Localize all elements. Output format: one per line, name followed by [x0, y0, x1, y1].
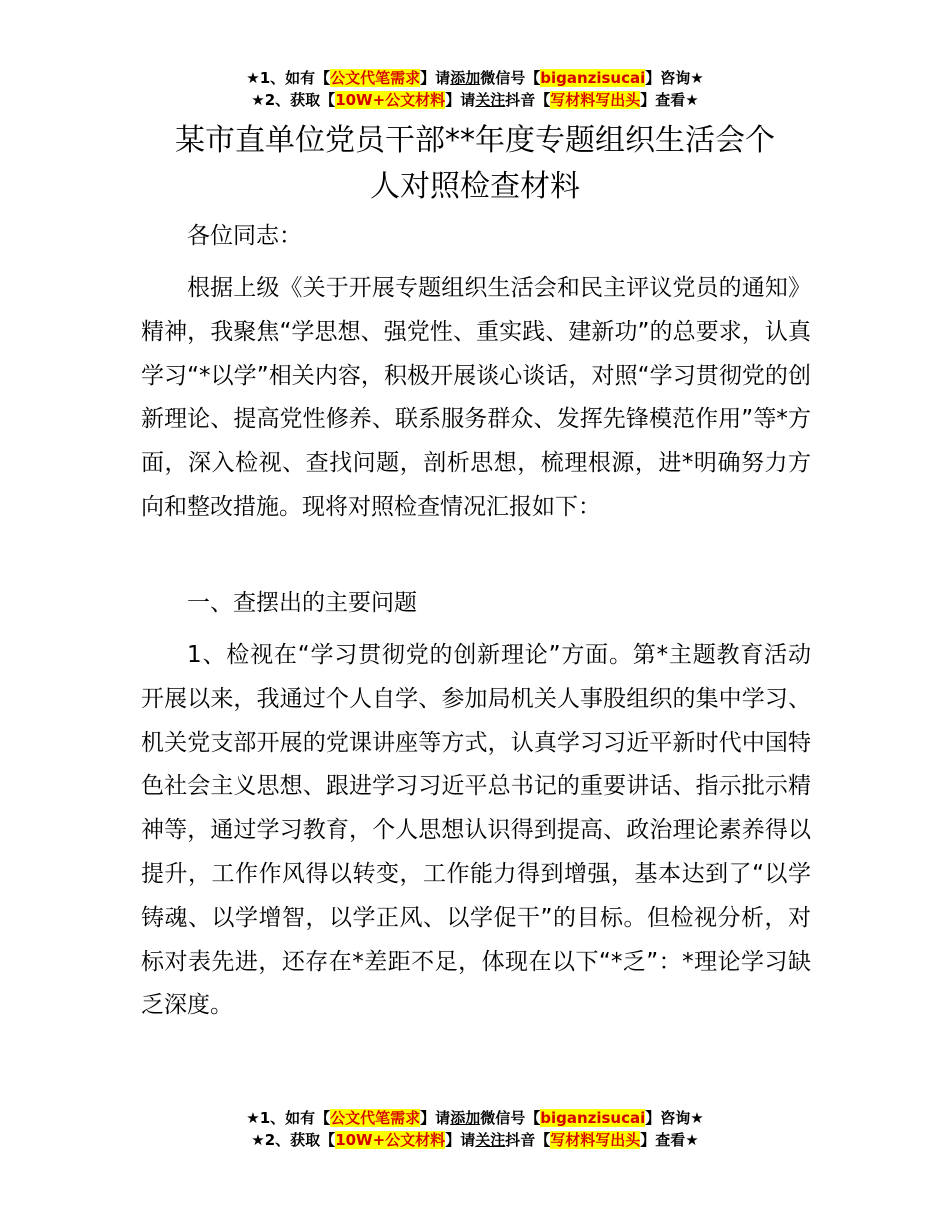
promo-line-1 — [0, 67, 950, 89]
promo-text: 微信号【 — [480, 1109, 541, 1127]
footer-promo-banner — [0, 1107, 950, 1151]
promo-highlight: 写材料写出头 — [550, 1131, 641, 1149]
promo-text: 】查看★ — [640, 1131, 699, 1149]
promo-emphasis: 关注 — [475, 91, 506, 109]
section-heading: 一、查摆出的主要问题 — [187, 590, 417, 616]
greeting-paragraph: 各位同志： — [187, 223, 302, 249]
promo-line-2 — [0, 89, 950, 111]
item-1-paragraph: 1、检视在“学习贯彻党的创新理论”方面。第*主题教育活动开展以来，我通过个人自学、参加局机关人事股组织的集中学习、机关党支部开展的党课讲座等方式，认真学习习近平新时代中国特色社会主义思想、跟进学习习近平总书记的重要讲话、指示批示精神等，通过学习教育，个人思想认识得到提高、政治理论素养得以提升，工作作风得以转变，工作能力得到增强，基本达到了“以学铸魂、以学增智，以学正风、以学促干”的目标。但检视分析，对标对表先进，还存在*差距不足，体现在以下“*乏”：*理论学习缺乏深度。 — [141, 642, 811, 1019]
promo-highlight: biganzisucai — [540, 69, 646, 87]
promo-text: 】请 — [445, 1131, 476, 1149]
promo-text: ★1、如有【 — [246, 1109, 331, 1127]
promo-text: 】请 — [445, 91, 476, 109]
intro-paragraph: 根据上级《关于开展专题组织生活会和民主评议党员的通知》精神，我聚焦“学思想、强党性、重实践、建新功”的总要求，认真学习“*以学”相关内容，积极开展谈心谈话，对照“学习贯彻党的创新理论、提高党性修养、联系服务群众、发挥先锋模范作用”等*方面，深入检视、查找问题，剖析思想，梳理根源，进*明确努力方向和整改措施。现将对照检查情况汇报如下： — [141, 275, 811, 520]
intro-block — [141, 267, 811, 530]
promo-line-2 — [0, 1129, 950, 1151]
title-line-2: 人对照检查材料 — [370, 169, 580, 204]
promo-highlight: 公文代笔需求 — [330, 1109, 421, 1127]
promo-text: 抖音【 — [505, 91, 551, 109]
title-line-1: 某市直单位党员干部**年度专题组织生活会个 — [175, 123, 775, 158]
greeting-block — [141, 215, 811, 259]
item-1-block — [141, 634, 811, 1028]
promo-text: 】咨询★ — [645, 1109, 704, 1127]
promo-emphasis: 关注 — [475, 1131, 506, 1149]
promo-highlight: 10W+公文材料 — [335, 91, 446, 109]
promo-highlight: biganzisucai — [540, 1109, 646, 1127]
promo-line-1 — [0, 1107, 950, 1129]
promo-text: 】咨询★ — [645, 69, 704, 87]
promo-text: 】查看★ — [640, 91, 699, 109]
promo-text: 】请 — [420, 69, 451, 87]
section-heading-block — [141, 582, 811, 626]
promo-text: 】请 — [420, 1109, 451, 1127]
promo-emphasis: 添加 — [450, 1109, 481, 1127]
promo-highlight: 公文代笔需求 — [330, 69, 421, 87]
promo-text: ★2、获取【 — [251, 1131, 336, 1149]
document-title — [0, 118, 950, 210]
promo-emphasis: 添加 — [450, 69, 481, 87]
promo-text: 微信号【 — [480, 69, 541, 87]
promo-highlight: 10W+公文材料 — [335, 1131, 446, 1149]
header-promo-banner — [0, 67, 950, 111]
promo-highlight: 写材料写出头 — [550, 91, 641, 109]
promo-text: ★2、获取【 — [251, 91, 336, 109]
promo-text: ★1、如有【 — [246, 69, 331, 87]
promo-text: 抖音【 — [505, 1131, 551, 1149]
